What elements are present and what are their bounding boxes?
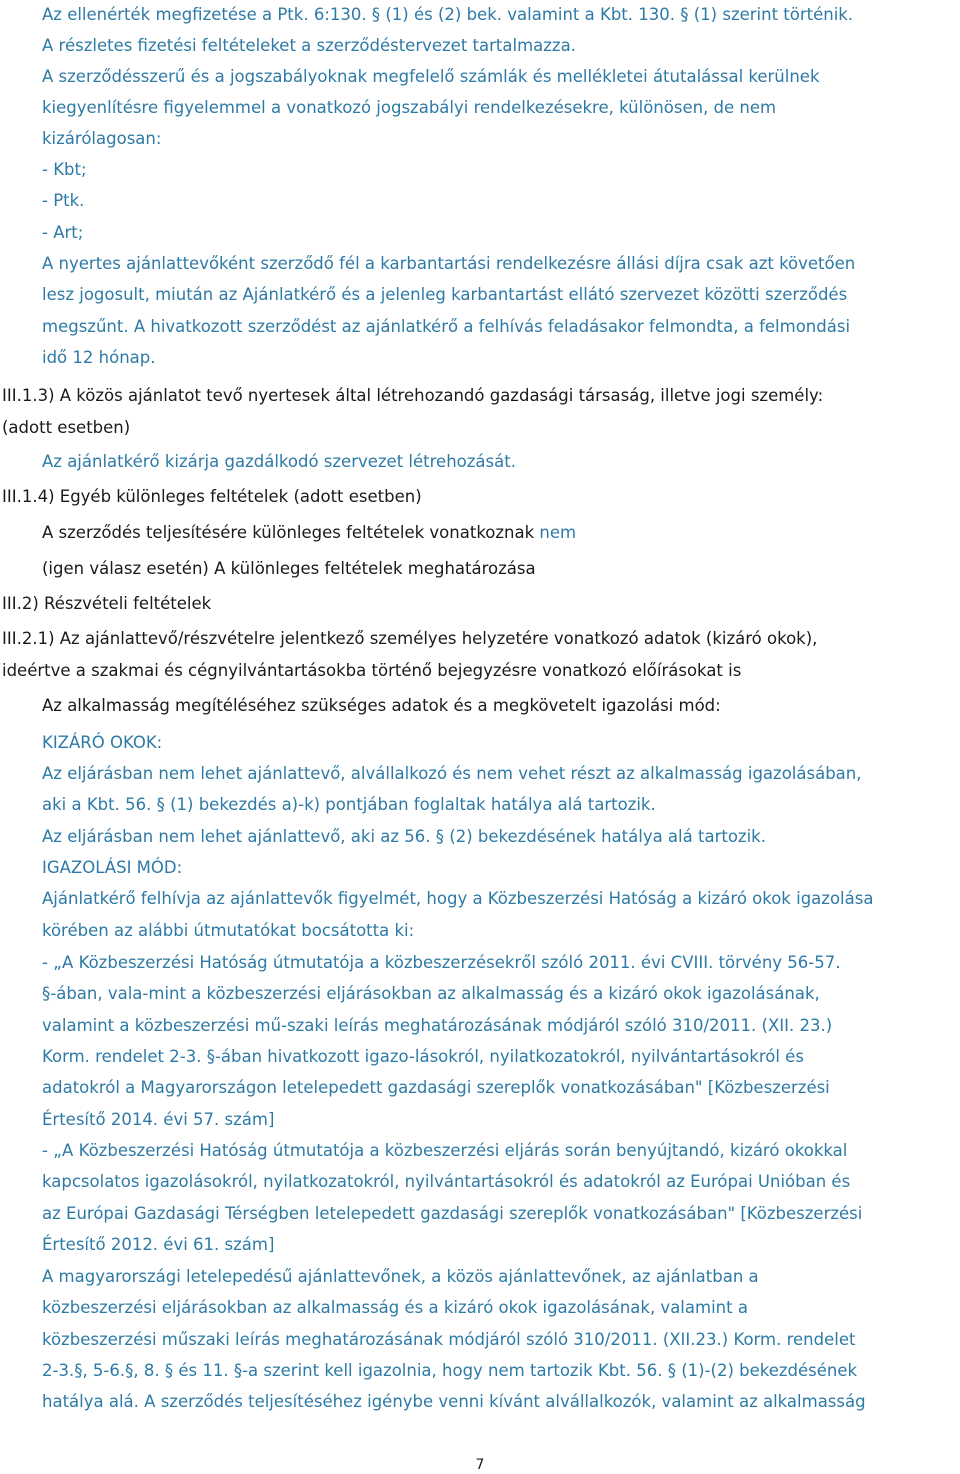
section-heading: (adott esetben) (2, 418, 131, 437)
text-line: kapcsolatos igazolásokról, nyilatkozatokról, nyilvántartásokról és adatokról az Európai Unióban és (42, 1172, 851, 1191)
text-line: lesz jogosult, miután az Ajánlatkérő és a jelenleg karbantartást ellátó szervezet közötti szerződés (42, 285, 848, 304)
text-line: (igen válasz esetén) A különleges feltételek meghatározása (42, 559, 536, 578)
text-line: A szerződésszerű és a jogszabályoknak megfelelő számlák és mellékletei átutalással kerülnek (42, 67, 820, 86)
text-line: Az ellenérték megfizetése a Ptk. 6:130. § (1) és (2) bek. valamint a Kbt. 130. § (1) szerint történik. (42, 5, 854, 24)
text-line (42, 522, 576, 544)
text-line: - Art; (42, 223, 84, 242)
text-line: adatokról a Magyarországon letelepedett gazdasági szereplők vonatkozásában" [Közbeszerzési (42, 1078, 830, 1097)
text-line: A részletes fizetési feltételeket a szerződéstervezet tartalmazza. (42, 36, 576, 55)
text-line: megszűnt. A hivatkozott szerződést az ajánlatkérő a felhívás feladásakor felmondta, a felmondási (42, 317, 851, 336)
text-line: - „A Közbeszerzési Hatóság útmutatója a közbeszerzésekről szóló 2011. évi CVIII. törvény 56-57. (42, 953, 841, 972)
text-line: Korm. rendelet 2-3. §-ában hivatkozott igazo-lásokról, nyilatkozatokról, nyilvántartásokról és (42, 1047, 804, 1066)
section-heading: III.2) Részvételi feltételek (2, 594, 212, 613)
value-text: nem (539, 523, 577, 542)
label-text: A szerződés teljesítésére különleges feltételek vonatkoznak (42, 523, 535, 542)
text-line: Az eljárásban nem lehet ajánlattevő, aki az 56. § (2) bekezdésének hatálya alá tartozik. (42, 827, 766, 846)
text-line: - Kbt; (42, 160, 87, 179)
section-heading: III.1.4) Egyéb különleges feltételek (adott esetben) (2, 487, 422, 506)
text-line: kiegyenlítésre figyelemmel a vonatkozó jogszabályi rendelkezésekre, különösen, de nem (42, 98, 777, 117)
text-line: Az ajánlatkérő kizárja gazdálkodó szervezet létrehozását. (42, 452, 516, 471)
text-line: közbeszerzési eljárásokban az alkalmasság és a kizáró okok igazolásának, valamint a (42, 1298, 748, 1317)
text-line: valamint a közbeszerzési mű-szaki leírás meghatározásának módjáról szóló 310/2011. (XII. 23.) (42, 1016, 833, 1035)
text-line: Értesítő 2012. évi 61. szám] (42, 1235, 275, 1254)
text-line: 2-3.§, 5-6.§, 8. § és 11. §-a szerint kell igazolnia, hogy nem tartozik Kbt. 56. § (1)-(2) bekezdésének (42, 1361, 858, 1380)
text-line: A magyarországi letelepedésű ajánlattevőnek, a közös ajánlattevőnek, az ajánlatban a (42, 1267, 759, 1286)
text-line: körében az alábbi útmutatókat bocsátotta ki: (42, 921, 415, 940)
text-line: Az alkalmasság megítéléséhez szükséges adatok és a megkövetelt igazolási mód: (42, 696, 721, 715)
text-line: az Európai Gazdasági Térségben letelepedett gazdasági szereplők vonatkozásában" [Közbeszerzési (42, 1204, 863, 1223)
text-line: aki a Kbt. 56. § (1) bekezdés a)-k) pontjában foglaltak hatálya alá tartozik. (42, 795, 656, 814)
text-line: Az eljárásban nem lehet ajánlattevő, alvállalkozó és nem vehet részt az alkalmasság igazolásában, (42, 764, 862, 783)
text-line: közbeszerzési műszaki leírás meghatározásának módjáról szóló 310/2011. (XII.23.) Korm. rendelet (42, 1330, 856, 1349)
text-line: - „A Közbeszerzési Hatóság útmutatója a közbeszerzési eljárás során benyújtandó, kizáró okokkal (42, 1141, 848, 1160)
subheading: IGAZOLÁSI MÓD: (42, 858, 183, 877)
subheading: KIZÁRÓ OKOK: (42, 733, 163, 752)
section-heading: III.1.3) A közös ajánlatot tevő nyertesek által létrehozandó gazdasági társaság, illetve jogi személy: (2, 386, 824, 405)
text-line: A nyertes ajánlattevőként szerződő fél a karbantartási rendelkezésre állási díjra csak azt követően (42, 254, 856, 273)
section-heading: ideértve a szakmai és cégnyilvántartásokba történő bejegyzésre vonatkozó előírásokat is (2, 661, 742, 680)
text-span: A szerződés teljesítéséhez igénybe venni kívánt alvállalkozók, valamint az alkalmasság (144, 1392, 866, 1411)
section-heading: III.2.1) Az ajánlattevő/részvételre jelentkező személyes helyzetére vonatkozó adatok (kizáró okok), (2, 629, 818, 648)
text-line: Ajánlatkérő felhívja az ajánlattevők figyelmét, hogy a Közbeszerzési Hatóság a kizáró okok igazolása (42, 889, 874, 908)
page-number: 7 (475, 1457, 485, 1473)
text-line: kizárólagosan: (42, 129, 162, 148)
text-span: hatálya alá. (42, 1392, 139, 1411)
text-line: - Ptk. (42, 191, 85, 210)
text-line: idő 12 hónap. (42, 348, 156, 367)
text-line: §-ában, vala-mint a közbeszerzési eljárásokban az alkalmasság és a kizáró okok igazolásának, (42, 984, 820, 1003)
text-line (42, 1391, 866, 1413)
text-line: Értesítő 2014. évi 57. szám] (42, 1110, 275, 1129)
